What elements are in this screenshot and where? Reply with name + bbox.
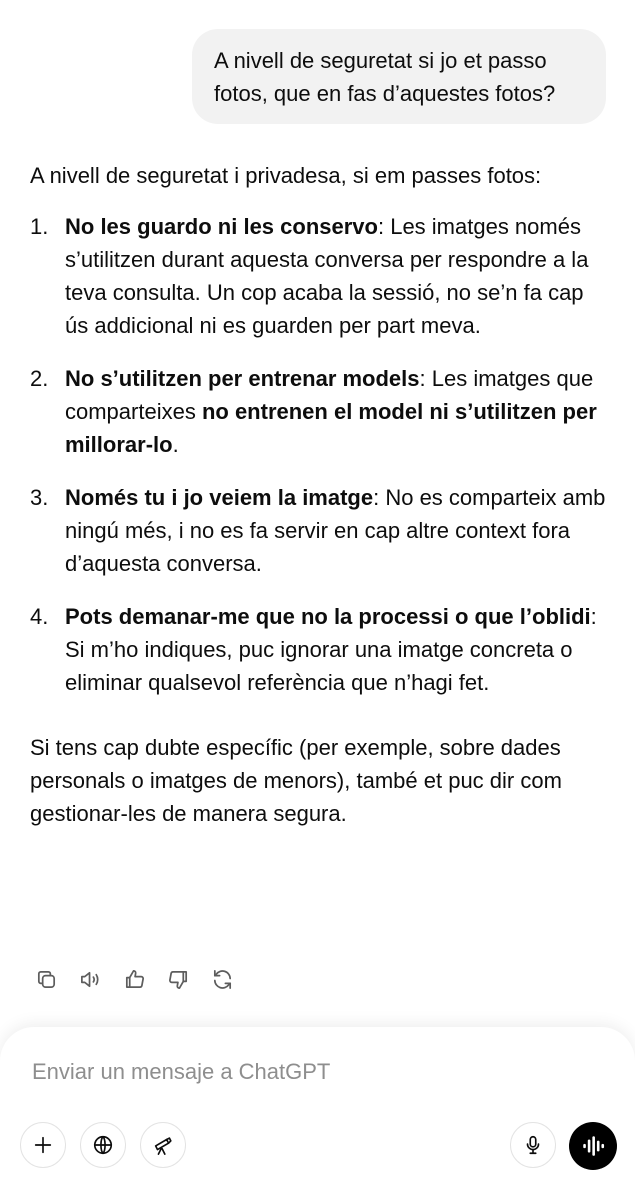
message-input[interactable]: Enviar un mensaje a ChatGPT bbox=[32, 1059, 331, 1084]
list-item-number: 1. bbox=[30, 214, 49, 239]
assistant-message bbox=[30, 159, 610, 830]
web-search-button[interactable] bbox=[80, 1122, 126, 1168]
list-item-text: : Si m’ho indiques, puc ignorar una imatge concreta o eliminar qualsevol referència que n’hagi fet. bbox=[65, 604, 597, 695]
list-item-title: No s’utilitzen per entrenar models bbox=[65, 366, 420, 391]
voice-mode-button[interactable] bbox=[569, 1122, 617, 1170]
regenerate-button[interactable] bbox=[206, 963, 238, 995]
message-actions bbox=[30, 963, 238, 995]
assistant-closing: Si tens cap dubte específic (per exemple, sobre dades personals o imatges de menors), també et puc dir com gestionar-les de manera segura. bbox=[30, 735, 562, 826]
add-attachment-button[interactable] bbox=[20, 1122, 66, 1168]
list-item-emphasis: no entrenen el model ni s’utilitzen per millorar-lo bbox=[65, 399, 597, 457]
list-item-number: 4. bbox=[30, 604, 49, 629]
thumbs-down-icon bbox=[167, 968, 190, 991]
telescope-icon bbox=[152, 1134, 174, 1156]
user-message-bubble bbox=[192, 29, 606, 124]
globe-icon bbox=[92, 1134, 114, 1156]
regenerate-icon bbox=[211, 968, 234, 991]
mic-icon bbox=[522, 1134, 544, 1156]
read-aloud-icon bbox=[79, 968, 102, 991]
thumbs-up-icon bbox=[123, 968, 146, 991]
message-composer bbox=[0, 1027, 635, 1200]
dictate-button[interactable] bbox=[510, 1122, 556, 1168]
deep-research-button[interactable] bbox=[140, 1122, 186, 1168]
list-item bbox=[30, 600, 610, 699]
list-item-number: 3. bbox=[30, 485, 49, 510]
list-item-text: : No es comparteix amb ningú més, i no es fa servir en cap altre context fora d’aquesta conversa. bbox=[65, 485, 606, 576]
list-item-title: Només tu i jo veiem la imatge bbox=[65, 485, 374, 510]
assistant-intro: A nivell de seguretat i privadesa, si em passes fotos: bbox=[30, 163, 542, 188]
list-item-text: : Les imatges que comparteixes bbox=[65, 366, 594, 424]
list-item bbox=[30, 210, 610, 342]
plus-icon bbox=[32, 1134, 54, 1156]
list-item-title: Pots demanar-me que no la processi o que l’oblidi bbox=[65, 604, 591, 629]
list-item-number: 2. bbox=[30, 366, 49, 391]
voice-mode-icon bbox=[580, 1133, 606, 1159]
list-item-title: No les guardo ni les conservo bbox=[65, 214, 378, 239]
copy-button[interactable] bbox=[30, 963, 62, 995]
list-item-text: : Les imatges només s’utilitzen durant aquesta conversa per respondre a la teva consulta. Un cop acaba la sessió, no se’n fa cap ús addicional ni es guarden per part meva. bbox=[65, 214, 589, 338]
read-aloud-button[interactable] bbox=[74, 963, 106, 995]
list-item bbox=[30, 362, 610, 461]
list-item-text-end: . bbox=[172, 432, 179, 457]
user-message-text: A nivell de seguretat si jo et passo fotos, que en fas d’aquestes fotos? bbox=[214, 48, 556, 106]
assistant-list bbox=[30, 210, 610, 699]
list-item bbox=[30, 481, 610, 580]
copy-icon bbox=[35, 968, 58, 991]
thumbs-up-button[interactable] bbox=[118, 963, 150, 995]
thumbs-down-button[interactable] bbox=[162, 963, 194, 995]
